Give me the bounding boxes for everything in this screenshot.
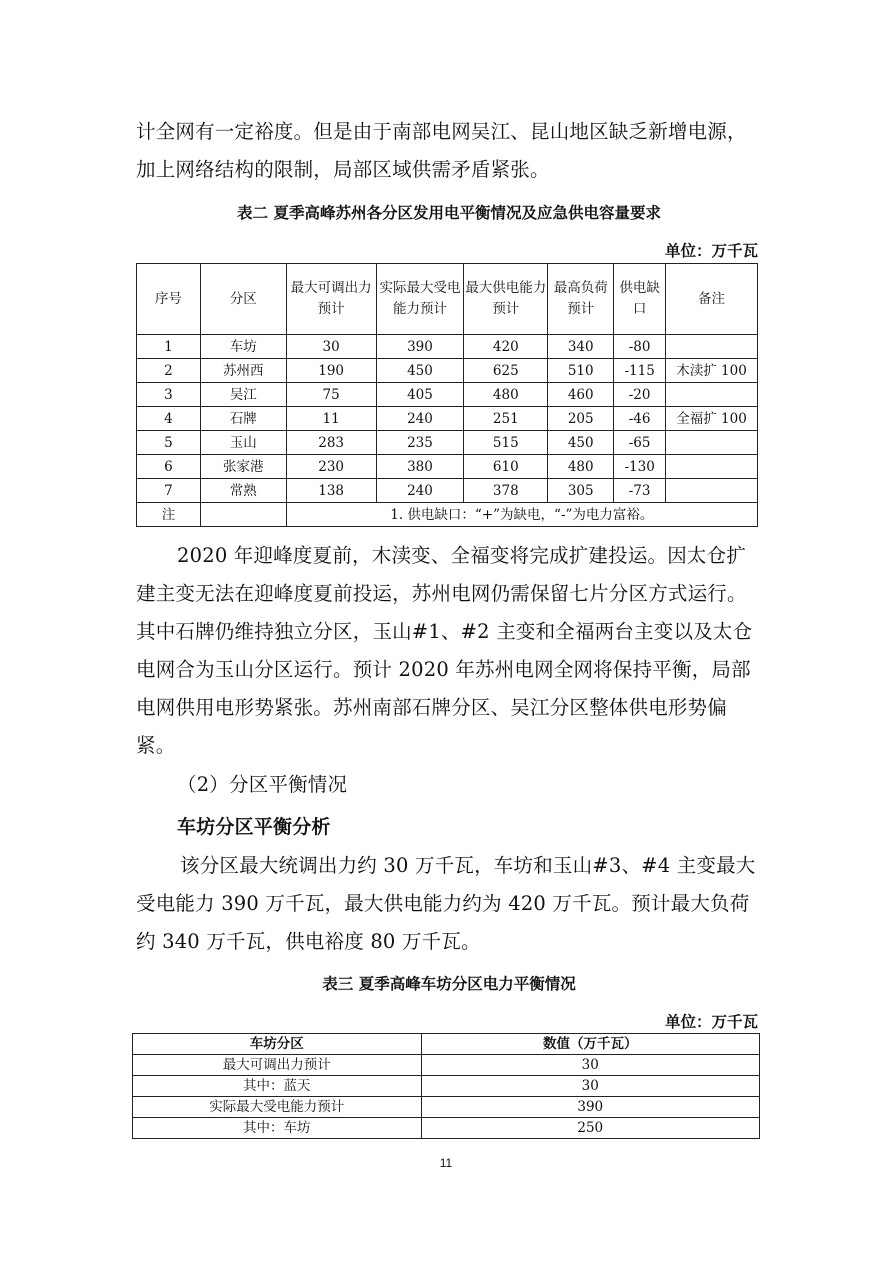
- page-number: 11: [439, 1156, 453, 1170]
- table3-chefang-balance: [132, 1033, 760, 1139]
- table2-district-balance: [136, 263, 758, 527]
- table2-cell: 240: [376, 407, 464, 431]
- table2-cell: 木渎扩 100: [666, 359, 758, 383]
- table2-cell: 380: [376, 455, 464, 479]
- table3-cell: 390: [421, 1097, 759, 1118]
- table2-row: [137, 335, 758, 359]
- table2-cell: 205: [548, 407, 614, 431]
- table2-cell: 625: [464, 359, 548, 383]
- table2-row: [137, 431, 758, 455]
- table2-cell: 378: [464, 479, 548, 503]
- table2-cell: 251: [464, 407, 548, 431]
- table2-cell: 11: [286, 407, 376, 431]
- table2-row: [137, 383, 758, 407]
- table2-cell: 305: [548, 479, 614, 503]
- table2-cell: 460: [548, 383, 614, 407]
- table2-cell: 240: [376, 479, 464, 503]
- table2-cell: [666, 455, 758, 479]
- table2-cell: -65: [614, 431, 666, 455]
- table3-cell: 250: [421, 1118, 759, 1139]
- table3-cell: 30: [421, 1076, 759, 1097]
- table3-row: [133, 1076, 760, 1097]
- table2-cell: 390: [376, 335, 464, 359]
- paragraph-chefang-analysis: 该分区最大统调出力约 30 万千瓦，车坊和玉山#3、#4 主变最大受电能力 390 万千瓦，最大供电能力约为 420 万千瓦。预计最大负荷约 340 万千瓦，供电裕度 80 万千瓦。: [136, 854, 756, 953]
- table2-note-text: 1. 供电缺口：“+”为缺电，“-”为电力富裕。: [286, 503, 757, 527]
- subheading-chefang-analysis: 车坊分区平衡分析: [177, 816, 331, 838]
- table2-cell: 480: [548, 455, 614, 479]
- table2-cell: 7: [137, 479, 201, 503]
- table3-row: [133, 1097, 760, 1118]
- table2-cell: -130: [614, 455, 666, 479]
- paragraph-summer-outlook: 2020 年迎峰度夏前，木渎变、全福变将完成扩建投运。因太仓扩建主变无法在迎峰度夏前投运，苏州电网仍需保留七片分区方式运行。其中石牌仍维持独立分区，玉山#1、#2 主变和全福两台主变以及太仓电网合为玉山分区运行。预计 2020 年苏州电网全网将保持平衡，局部电网供用电形势紧张。苏州南部石牌分区、吴江分区整体供电形势偏紧。: [136, 544, 753, 757]
- table2-cell: 苏州西: [200, 359, 286, 383]
- table2-note-label: 注: [137, 503, 201, 527]
- table2-cell: 75: [286, 383, 376, 407]
- table2-cell: 全福扩 100: [666, 407, 758, 431]
- table3-cell: 其中：蓝天: [133, 1076, 422, 1097]
- table2-header-cell: 备注: [666, 264, 758, 335]
- table2-cell: [666, 335, 758, 359]
- table2-cell: 2: [137, 359, 201, 383]
- table2-cell: 常熟: [200, 479, 286, 503]
- table2-cell: 283: [286, 431, 376, 455]
- table2-cell: 6: [137, 455, 201, 479]
- table2-cell: 405: [376, 383, 464, 407]
- table2-cell: 340: [548, 335, 614, 359]
- table2-cell: 吴江: [200, 383, 286, 407]
- table2-cell: 450: [376, 359, 464, 383]
- table2-header-cell: 最大可调出力预计: [286, 264, 376, 335]
- table2-header-cell: 分区: [200, 264, 286, 335]
- table2-cell: 5: [137, 431, 201, 455]
- table2-cell: 190: [286, 359, 376, 383]
- table2-cell: 230: [286, 455, 376, 479]
- table2-cell: 3: [137, 383, 201, 407]
- table3-row: [133, 1055, 760, 1076]
- table2-cell: 1: [137, 335, 201, 359]
- table2-cell: 石牌: [200, 407, 286, 431]
- table2-note-row: [137, 503, 758, 527]
- table2-cell: [666, 383, 758, 407]
- table2-row: [137, 407, 758, 431]
- table3-caption: 表三 夏季高峰车坊分区电力平衡情况: [322, 975, 576, 993]
- table2-cell: 4: [137, 407, 201, 431]
- table2-cell: 235: [376, 431, 464, 455]
- table2-cell: [666, 431, 758, 455]
- table2-cell: 玉山: [200, 431, 286, 455]
- table3-cell: 最大可调出力预计: [133, 1055, 422, 1076]
- table2-cell: 420: [464, 335, 548, 359]
- table3-cell: 实际最大受电能力预计: [133, 1097, 422, 1118]
- table2-cell: 张家港: [200, 455, 286, 479]
- table2-cell: 车坊: [200, 335, 286, 359]
- section-heading-district-balance: （2）分区平衡情况: [177, 773, 348, 796]
- table2-cell: 510: [548, 359, 614, 383]
- table2-row: [137, 479, 758, 503]
- table2-header-cell: 最高负荷预计: [548, 264, 614, 335]
- table3-row: [133, 1118, 760, 1139]
- table3-unit: 单位：万千瓦: [664, 1013, 758, 1031]
- table2-caption: 表二 夏季高峰苏州各分区发用电平衡情况及应急供电容量要求: [237, 204, 661, 222]
- table2-cell: -73: [614, 479, 666, 503]
- table2-cell: 450: [548, 431, 614, 455]
- table2-header-cell: 实际最大受电能力预计: [376, 264, 464, 335]
- table2-header-cell: 最大供电能力预计: [464, 264, 548, 335]
- table3-cell: 其中：车坊: [133, 1118, 422, 1139]
- table2-header-row: [137, 264, 758, 335]
- table2-cell: 480: [464, 383, 548, 407]
- paragraph-intro: 计全网有一定裕度。但是由于南部电网吴江、昆山地区缺乏新增电源，加上网络结构的限制，局部区域供需矛盾紧张。: [136, 120, 747, 181]
- table2-cell: -115: [614, 359, 666, 383]
- table2-cell: 138: [286, 479, 376, 503]
- table3-header-cell: 数值（万千瓦）: [421, 1034, 759, 1055]
- table2-note-empty: [200, 503, 286, 527]
- table2-cell: 30: [286, 335, 376, 359]
- table2-row: [137, 359, 758, 383]
- table2-header-cell: 序号: [137, 264, 201, 335]
- table3-cell: 30: [421, 1055, 759, 1076]
- table3-header-cell: 车坊分区: [133, 1034, 422, 1055]
- table2-row: [137, 455, 758, 479]
- table2-unit: 单位：万千瓦: [664, 242, 758, 260]
- table2-cell: [666, 479, 758, 503]
- table2-header-cell: 供电缺口: [614, 264, 666, 335]
- table2-cell: -20: [614, 383, 666, 407]
- table2-cell: -46: [614, 407, 666, 431]
- table2-cell: 515: [464, 431, 548, 455]
- table2-cell: -80: [614, 335, 666, 359]
- table2-cell: 610: [464, 455, 548, 479]
- table3-header-row: [133, 1034, 760, 1055]
